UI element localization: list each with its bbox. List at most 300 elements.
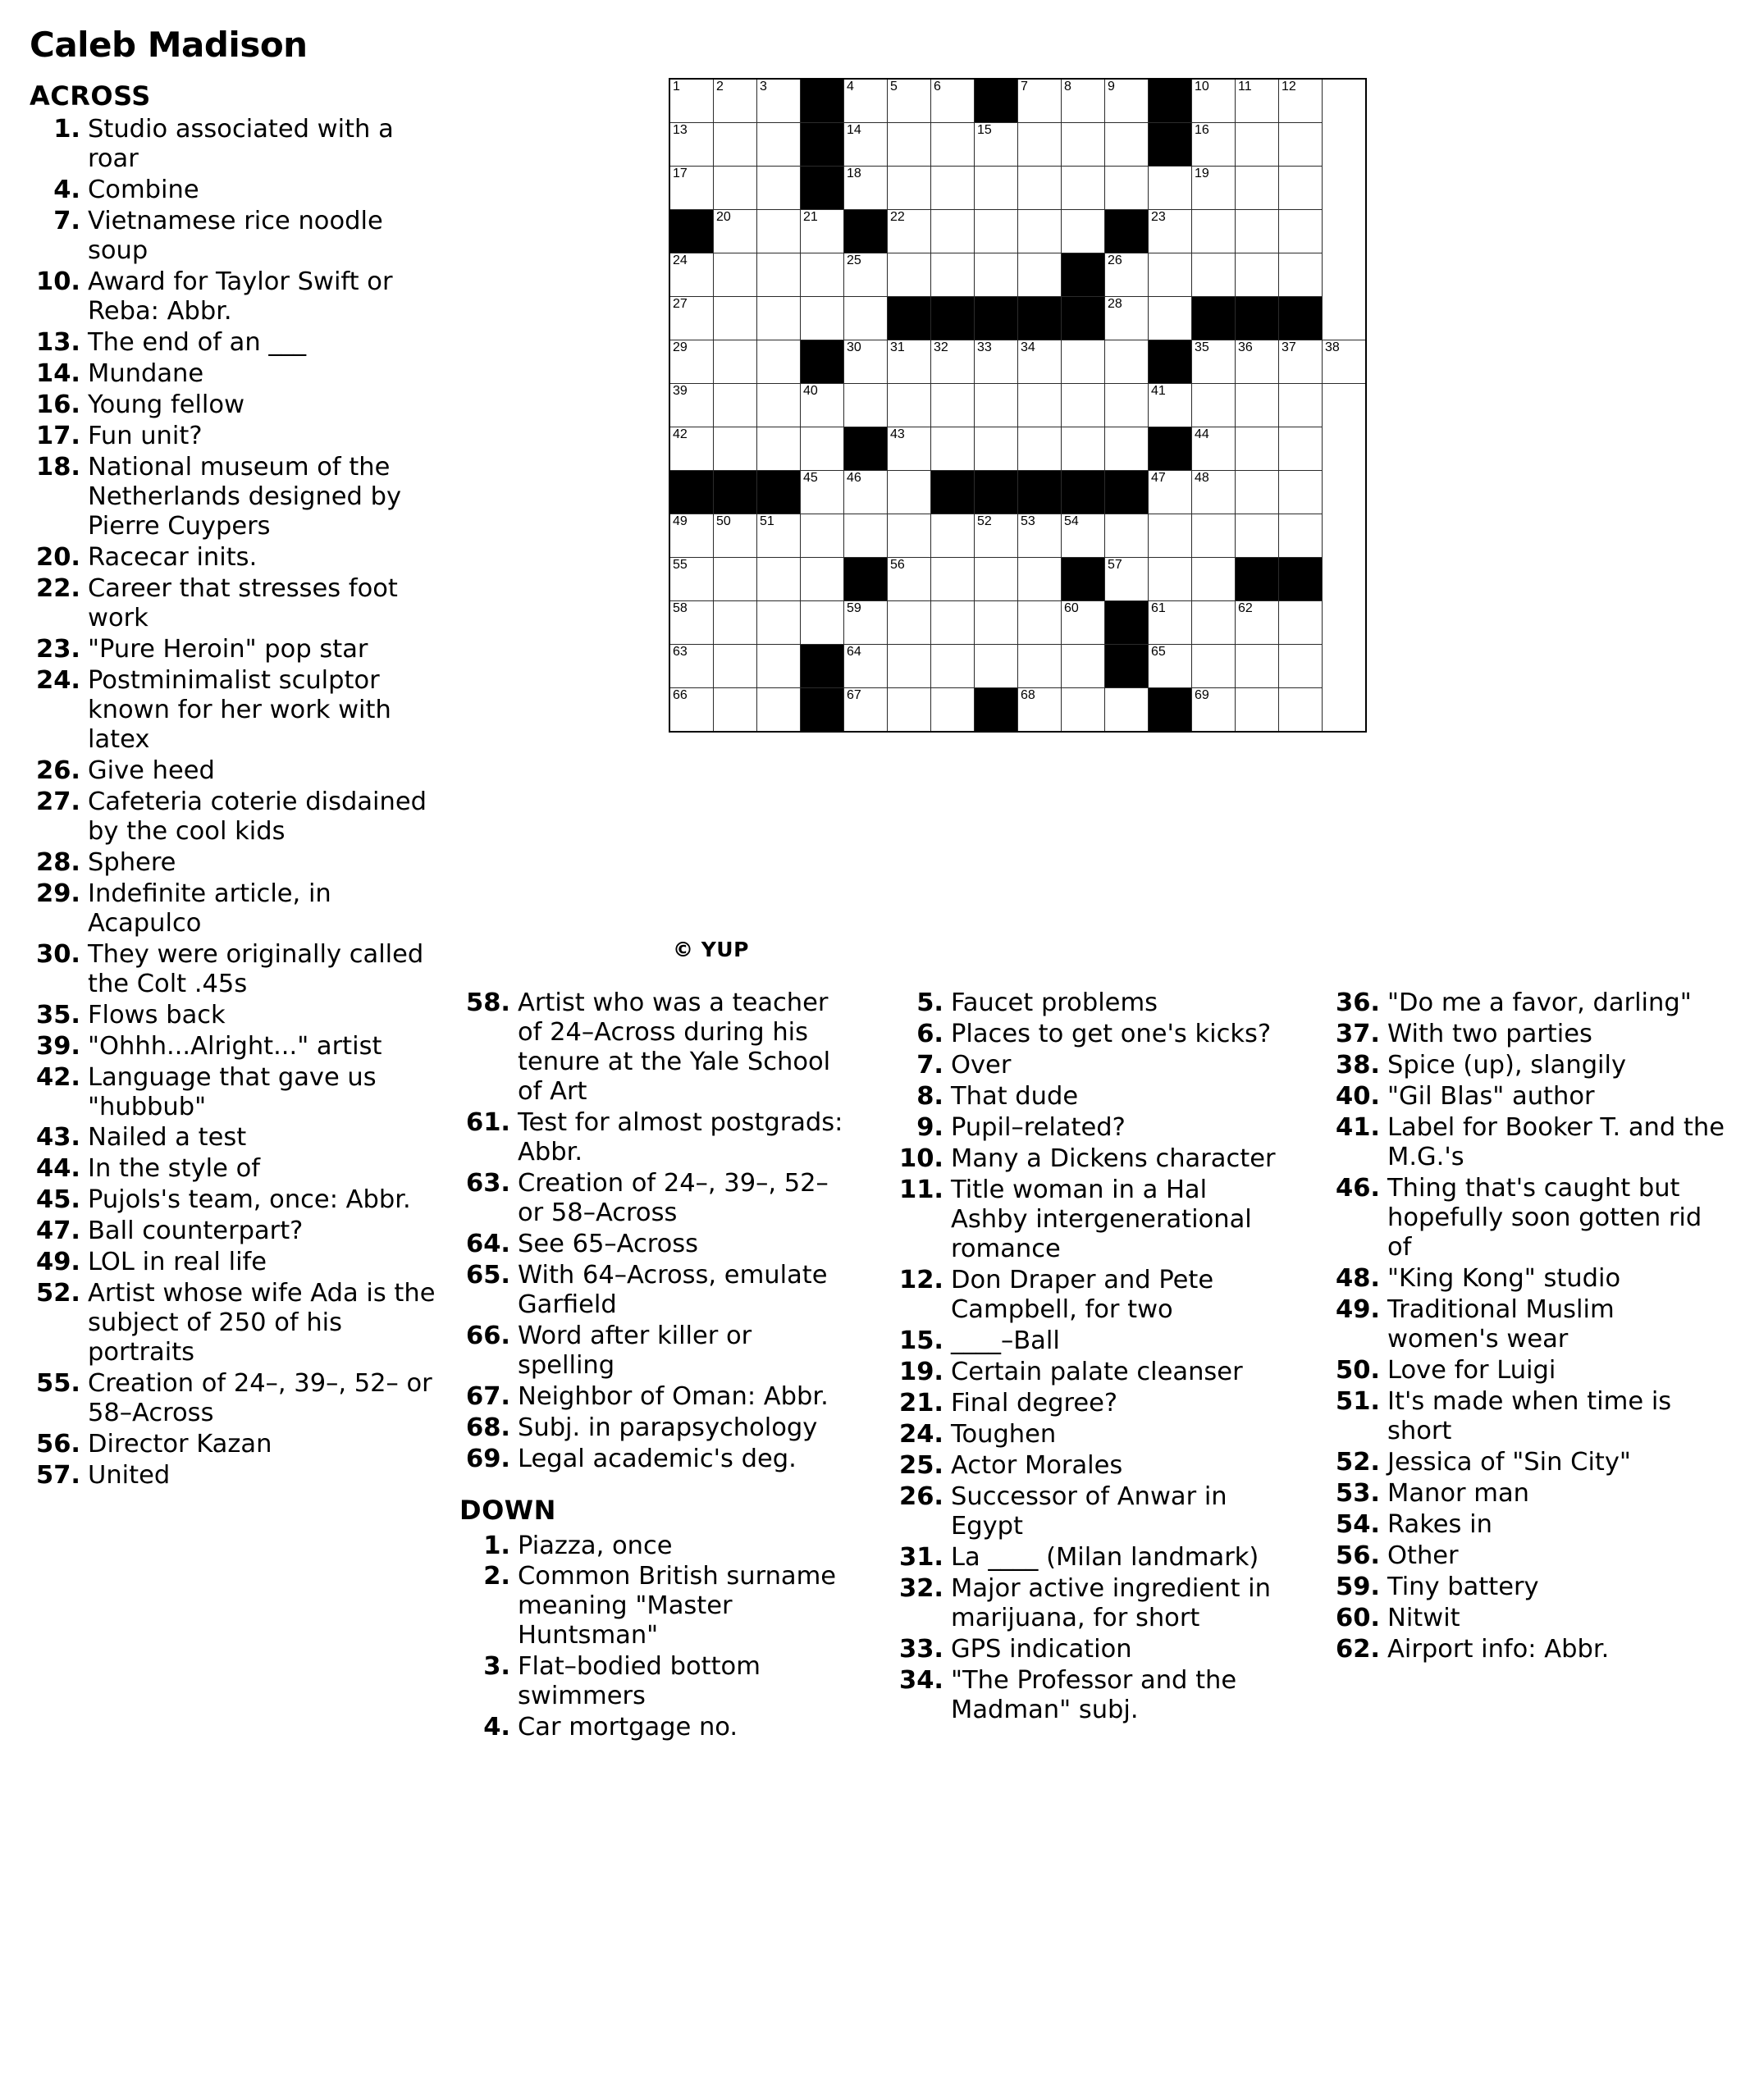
clue-item[interactable] bbox=[893, 1176, 1278, 1264]
grid-cell[interactable] bbox=[757, 688, 801, 733]
clue-item[interactable] bbox=[30, 267, 440, 326]
clue-item[interactable] bbox=[30, 422, 440, 451]
grid-cell[interactable] bbox=[757, 645, 801, 688]
grid-block bbox=[1105, 645, 1149, 688]
grid-cell[interactable] bbox=[931, 427, 975, 471]
grid-cell[interactable] bbox=[669, 167, 714, 210]
grid-cell[interactable] bbox=[1236, 471, 1279, 514]
grid-cell[interactable] bbox=[757, 79, 801, 123]
grid-cell[interactable] bbox=[975, 601, 1018, 645]
clue-item[interactable] bbox=[459, 1713, 845, 1742]
grid-cell[interactable] bbox=[1192, 471, 1236, 514]
grid-cell[interactable] bbox=[1279, 210, 1323, 253]
grid-cell[interactable] bbox=[669, 123, 714, 167]
grid-cell[interactable] bbox=[1149, 645, 1192, 688]
clue-number: 31. bbox=[898, 1542, 943, 1572]
grid-cell[interactable] bbox=[1236, 210, 1279, 253]
clue-item[interactable] bbox=[459, 1562, 845, 1650]
clue-item[interactable] bbox=[1329, 1356, 1731, 1386]
clue-item[interactable] bbox=[893, 1113, 1278, 1143]
clue-item[interactable] bbox=[1329, 1573, 1731, 1602]
grid-cell[interactable] bbox=[931, 601, 975, 645]
grid-cell[interactable] bbox=[714, 167, 757, 210]
clue-number: 42. bbox=[35, 1062, 80, 1092]
grid-cell[interactable] bbox=[669, 601, 714, 645]
grid-cell[interactable] bbox=[669, 645, 714, 688]
clue-item[interactable] bbox=[459, 1413, 845, 1443]
grid-cell[interactable] bbox=[931, 384, 975, 427]
clue-item[interactable] bbox=[459, 1261, 845, 1320]
grid-cell[interactable] bbox=[757, 558, 801, 601]
grid-cell[interactable] bbox=[1062, 645, 1105, 688]
grid-block bbox=[1105, 601, 1149, 645]
grid-cell[interactable] bbox=[1279, 688, 1323, 733]
grid-cell[interactable] bbox=[801, 297, 844, 340]
grid-cell[interactable] bbox=[888, 384, 931, 427]
grid-cell[interactable] bbox=[888, 601, 931, 645]
clue-item[interactable] bbox=[893, 988, 1278, 1018]
grid-cell[interactable] bbox=[1192, 427, 1236, 471]
grid-cell[interactable] bbox=[1279, 601, 1323, 645]
clue-text: Director Kazan bbox=[88, 1430, 272, 1459]
grid-cell[interactable] bbox=[1192, 340, 1236, 384]
clue-item[interactable] bbox=[459, 1445, 845, 1474]
grid-cell[interactable] bbox=[844, 340, 888, 384]
grid-cell[interactable] bbox=[1018, 253, 1062, 297]
clue-item[interactable] bbox=[459, 1169, 845, 1228]
grid-cell[interactable] bbox=[714, 123, 757, 167]
grid-cell[interactable] bbox=[1062, 514, 1105, 558]
grid-cell[interactable] bbox=[1062, 167, 1105, 210]
grid-cell[interactable] bbox=[975, 558, 1018, 601]
grid-cell[interactable] bbox=[757, 167, 801, 210]
grid-cell[interactable] bbox=[1149, 297, 1192, 340]
clue-item[interactable] bbox=[30, 1154, 440, 1184]
grid-cell[interactable] bbox=[1192, 210, 1236, 253]
clue-item[interactable] bbox=[1329, 1541, 1731, 1571]
grid-cell[interactable] bbox=[975, 514, 1018, 558]
grid-cell[interactable] bbox=[888, 471, 931, 514]
grid-cell[interactable] bbox=[844, 167, 888, 210]
grid-cell[interactable] bbox=[931, 645, 975, 688]
grid-block bbox=[669, 471, 714, 514]
grid-cell[interactable] bbox=[1018, 123, 1062, 167]
grid-cell[interactable] bbox=[1105, 253, 1149, 297]
grid-cell[interactable] bbox=[757, 340, 801, 384]
grid-cell[interactable] bbox=[757, 601, 801, 645]
grid-cell[interactable] bbox=[975, 167, 1018, 210]
grid-cell[interactable] bbox=[1192, 123, 1236, 167]
clue-item[interactable] bbox=[459, 1382, 845, 1412]
clue-item[interactable] bbox=[893, 1574, 1278, 1633]
grid-cell[interactable] bbox=[844, 384, 888, 427]
clue-item[interactable] bbox=[459, 988, 845, 1107]
grid-cell[interactable] bbox=[801, 514, 844, 558]
clue-item[interactable] bbox=[459, 1652, 845, 1711]
grid-cell[interactable] bbox=[1105, 297, 1149, 340]
grid-cell[interactable] bbox=[1279, 79, 1323, 123]
clue-item[interactable] bbox=[893, 1266, 1278, 1325]
grid-cell[interactable] bbox=[669, 79, 714, 123]
clue-item[interactable] bbox=[30, 1369, 440, 1428]
grid-cell[interactable] bbox=[1149, 558, 1192, 601]
grid-cell[interactable] bbox=[975, 645, 1018, 688]
clue-item[interactable] bbox=[30, 666, 440, 755]
clue-item[interactable] bbox=[30, 1063, 440, 1122]
clue-item[interactable] bbox=[30, 328, 440, 358]
clue-item[interactable] bbox=[30, 1123, 440, 1153]
grid-cell[interactable] bbox=[1279, 427, 1323, 471]
grid-cell[interactable] bbox=[1279, 167, 1323, 210]
grid-cell[interactable] bbox=[669, 688, 714, 733]
grid-cell[interactable] bbox=[888, 340, 931, 384]
grid-cell[interactable] bbox=[1018, 645, 1062, 688]
grid-block bbox=[801, 167, 844, 210]
grid-cell[interactable] bbox=[844, 601, 888, 645]
grid-cell[interactable] bbox=[931, 79, 975, 123]
grid-cell[interactable] bbox=[1105, 384, 1149, 427]
grid-cell[interactable] bbox=[1192, 688, 1236, 733]
clue-text: Nitwit bbox=[1387, 1603, 1460, 1632]
grid-cell[interactable] bbox=[1062, 384, 1105, 427]
grid-cell[interactable] bbox=[801, 210, 844, 253]
clue-item[interactable] bbox=[30, 1217, 440, 1246]
grid-cell[interactable] bbox=[1192, 558, 1236, 601]
grid-cell[interactable] bbox=[888, 123, 931, 167]
grid-table[interactable] bbox=[669, 78, 1367, 733]
grid-cell[interactable] bbox=[714, 297, 757, 340]
clue-item[interactable] bbox=[459, 1322, 845, 1381]
grid-cell[interactable] bbox=[1236, 384, 1279, 427]
grid-cell[interactable] bbox=[888, 253, 931, 297]
clue-text: "Gil Blas" author bbox=[1387, 1081, 1595, 1111]
clue-number: 49. bbox=[35, 1248, 80, 1277]
clue-item[interactable] bbox=[893, 1082, 1278, 1112]
grid-cell[interactable] bbox=[801, 601, 844, 645]
grid-cell[interactable] bbox=[757, 210, 801, 253]
grid-cell[interactable] bbox=[1236, 645, 1279, 688]
grid-cell[interactable] bbox=[1236, 253, 1279, 297]
grid-cell[interactable] bbox=[931, 167, 975, 210]
clue-item[interactable] bbox=[893, 1020, 1278, 1049]
grid-cell[interactable] bbox=[1236, 601, 1279, 645]
clue-item[interactable] bbox=[30, 879, 440, 938]
clue-item[interactable] bbox=[1329, 1479, 1731, 1509]
grid-cell[interactable] bbox=[844, 79, 888, 123]
clue-item[interactable] bbox=[1329, 1264, 1731, 1294]
grid-cell[interactable] bbox=[1236, 123, 1279, 167]
grid-cell[interactable] bbox=[1062, 79, 1105, 123]
clue-item[interactable] bbox=[1329, 1082, 1731, 1112]
grid-cell[interactable] bbox=[1018, 384, 1062, 427]
clue-text: Manor man bbox=[1387, 1478, 1529, 1508]
grid-cell-number: 38 bbox=[1325, 340, 1340, 354]
grid-cell[interactable] bbox=[1018, 688, 1062, 733]
clue-item[interactable] bbox=[30, 756, 440, 786]
grid-cell[interactable] bbox=[1192, 384, 1236, 427]
clue-text: La ____ (Milan landmark) bbox=[951, 1542, 1259, 1572]
grid-cell-number: 67 bbox=[847, 688, 861, 702]
grid-cell[interactable] bbox=[1236, 427, 1279, 471]
grid-cell[interactable] bbox=[1279, 384, 1323, 427]
grid-cell[interactable] bbox=[975, 340, 1018, 384]
grid-cell[interactable] bbox=[757, 123, 801, 167]
grid-cell[interactable] bbox=[1149, 167, 1192, 210]
grid-cell[interactable] bbox=[714, 645, 757, 688]
grid-cell[interactable] bbox=[1149, 210, 1192, 253]
grid-cell[interactable] bbox=[1018, 514, 1062, 558]
grid-cell-number: 30 bbox=[847, 340, 861, 354]
grid-cell[interactable] bbox=[1192, 79, 1236, 123]
grid-cell[interactable] bbox=[931, 514, 975, 558]
grid-cell[interactable] bbox=[1018, 167, 1062, 210]
grid-cell[interactable] bbox=[931, 123, 975, 167]
grid-cell[interactable] bbox=[801, 558, 844, 601]
grid-cell[interactable] bbox=[1105, 427, 1149, 471]
grid-cell[interactable] bbox=[888, 79, 931, 123]
grid-cell[interactable] bbox=[1062, 210, 1105, 253]
clue-item[interactable] bbox=[459, 1108, 845, 1167]
grid-row bbox=[669, 79, 1366, 123]
grid-cell[interactable] bbox=[1149, 471, 1192, 514]
grid-cell[interactable] bbox=[1236, 167, 1279, 210]
grid-cell[interactable] bbox=[714, 210, 757, 253]
grid-cell[interactable] bbox=[844, 297, 888, 340]
grid-block bbox=[1018, 471, 1062, 514]
clue-item[interactable] bbox=[1329, 1635, 1731, 1664]
grid-cell[interactable] bbox=[844, 645, 888, 688]
grid-cell-number: 20 bbox=[716, 210, 731, 224]
grid-cell[interactable] bbox=[714, 601, 757, 645]
grid-cell[interactable] bbox=[1062, 427, 1105, 471]
grid-cell[interactable] bbox=[801, 471, 844, 514]
clue-item[interactable] bbox=[30, 940, 440, 999]
grid-block bbox=[1062, 558, 1105, 601]
clue-item[interactable] bbox=[1329, 1113, 1731, 1172]
clue-item[interactable] bbox=[30, 1001, 440, 1030]
grid-cell[interactable] bbox=[1018, 79, 1062, 123]
grid-cell[interactable] bbox=[669, 253, 714, 297]
grid-cell[interactable] bbox=[714, 253, 757, 297]
clue-text: Airport info: Abbr. bbox=[1387, 1634, 1610, 1664]
clue-item[interactable] bbox=[893, 1482, 1278, 1541]
grid-cell[interactable] bbox=[1018, 558, 1062, 601]
clue-item[interactable] bbox=[893, 1144, 1278, 1174]
clue-item[interactable] bbox=[30, 359, 440, 389]
grid-cell[interactable] bbox=[888, 645, 931, 688]
grid-cell[interactable] bbox=[714, 688, 757, 733]
grid-cell[interactable] bbox=[669, 297, 714, 340]
grid-cell[interactable] bbox=[1149, 514, 1192, 558]
grid-cell[interactable] bbox=[1149, 601, 1192, 645]
grid-cell[interactable] bbox=[888, 427, 931, 471]
clue-text: Award for Taylor Swift or Reba: Abbr. bbox=[88, 267, 393, 326]
grid-block bbox=[888, 297, 931, 340]
clue-item[interactable] bbox=[1329, 1604, 1731, 1633]
clue-item[interactable] bbox=[1329, 1020, 1731, 1049]
clue-item[interactable] bbox=[893, 1051, 1278, 1080]
grid-cell[interactable] bbox=[1149, 253, 1192, 297]
grid-cell[interactable] bbox=[1279, 123, 1323, 167]
clue-item[interactable] bbox=[893, 1635, 1278, 1664]
clue-item[interactable] bbox=[1329, 1174, 1731, 1262]
clue-item[interactable] bbox=[459, 1532, 845, 1561]
grid-cell-number: 49 bbox=[673, 514, 688, 528]
grid-cell-number: 23 bbox=[1151, 210, 1166, 224]
clue-item[interactable] bbox=[30, 453, 440, 541]
grid-cell[interactable] bbox=[1192, 253, 1236, 297]
grid-cell[interactable] bbox=[1192, 514, 1236, 558]
grid-cell[interactable] bbox=[757, 297, 801, 340]
grid-cell[interactable] bbox=[931, 253, 975, 297]
clue-item[interactable] bbox=[893, 1420, 1278, 1449]
grid-cell[interactable] bbox=[1105, 79, 1149, 123]
grid-cell[interactable] bbox=[1149, 384, 1192, 427]
grid-cell[interactable] bbox=[714, 558, 757, 601]
grid-cell[interactable] bbox=[714, 79, 757, 123]
grid-cell[interactable] bbox=[1062, 601, 1105, 645]
clue-item[interactable] bbox=[1329, 988, 1731, 1018]
grid-cell[interactable] bbox=[714, 514, 757, 558]
clue-item[interactable] bbox=[1329, 1051, 1731, 1080]
grid-cell[interactable] bbox=[1279, 514, 1323, 558]
grid-cell[interactable] bbox=[1062, 340, 1105, 384]
clue-item[interactable] bbox=[30, 1461, 440, 1491]
grid-cell[interactable] bbox=[975, 123, 1018, 167]
grid-cell[interactable] bbox=[888, 514, 931, 558]
grid-cell[interactable] bbox=[669, 384, 714, 427]
grid-cell[interactable] bbox=[844, 471, 888, 514]
grid-cell[interactable] bbox=[931, 688, 975, 733]
clue-item[interactable] bbox=[30, 1032, 440, 1061]
clue-item[interactable] bbox=[30, 543, 440, 573]
grid-cell[interactable] bbox=[1105, 558, 1149, 601]
grid-cell[interactable] bbox=[801, 427, 844, 471]
grid-cell[interactable] bbox=[931, 210, 975, 253]
grid-cell[interactable] bbox=[888, 558, 931, 601]
grid-cell[interactable] bbox=[669, 340, 714, 384]
grid-cell[interactable] bbox=[757, 253, 801, 297]
grid-cell[interactable] bbox=[1279, 340, 1323, 384]
clue-item[interactable] bbox=[30, 1430, 440, 1459]
grid-cell[interactable] bbox=[757, 427, 801, 471]
clue-item[interactable] bbox=[893, 1451, 1278, 1481]
clue-item[interactable] bbox=[30, 1279, 440, 1367]
grid-cell[interactable] bbox=[1018, 427, 1062, 471]
grid-cell[interactable] bbox=[757, 514, 801, 558]
grid-cell[interactable] bbox=[801, 253, 844, 297]
grid-cell-number: 51 bbox=[760, 514, 774, 528]
grid-cell[interactable] bbox=[714, 427, 757, 471]
grid-cell[interactable] bbox=[801, 384, 844, 427]
clue-item[interactable] bbox=[1329, 1387, 1731, 1446]
grid-cell[interactable] bbox=[1236, 514, 1279, 558]
grid-cell[interactable] bbox=[1018, 340, 1062, 384]
grid-cell-number: 33 bbox=[977, 340, 992, 354]
grid-cell[interactable] bbox=[931, 340, 975, 384]
grid-cell[interactable] bbox=[931, 558, 975, 601]
clue-item[interactable] bbox=[1329, 1295, 1731, 1354]
grid-cell[interactable] bbox=[975, 253, 1018, 297]
grid-cell[interactable] bbox=[1018, 210, 1062, 253]
grid-cell[interactable] bbox=[844, 688, 888, 733]
grid-cell[interactable] bbox=[975, 427, 1018, 471]
grid-cell[interactable] bbox=[1323, 340, 1367, 384]
grid-cell[interactable] bbox=[669, 558, 714, 601]
grid-cell[interactable] bbox=[844, 123, 888, 167]
clue-number: 59. bbox=[1335, 1572, 1380, 1601]
clue-item[interactable] bbox=[30, 848, 440, 878]
clue-text: Test for almost postgrads: Abbr. bbox=[518, 1107, 843, 1166]
grid-cell[interactable] bbox=[1105, 688, 1149, 733]
grid-cell[interactable] bbox=[1062, 123, 1105, 167]
grid-cell[interactable] bbox=[1105, 123, 1149, 167]
clue-item[interactable] bbox=[1329, 1448, 1731, 1477]
grid-cell[interactable] bbox=[1105, 167, 1149, 210]
grid-cell[interactable] bbox=[1279, 645, 1323, 688]
clue-item[interactable] bbox=[30, 635, 440, 664]
clue-text: Postminimalist sculptor known for her work with latex bbox=[88, 665, 391, 754]
grid-cell[interactable] bbox=[1192, 167, 1236, 210]
grid-cell[interactable] bbox=[757, 384, 801, 427]
clue-item[interactable] bbox=[893, 1326, 1278, 1356]
clue-item[interactable] bbox=[1329, 1510, 1731, 1540]
clue-item[interactable] bbox=[30, 115, 440, 174]
grid-cell[interactable] bbox=[1105, 340, 1149, 384]
clue-item[interactable] bbox=[30, 574, 440, 633]
clue-item[interactable] bbox=[30, 176, 440, 205]
grid-cell[interactable] bbox=[975, 384, 1018, 427]
clue-item[interactable] bbox=[30, 1185, 440, 1215]
clue-number: 16. bbox=[35, 390, 80, 419]
clue-item[interactable] bbox=[30, 788, 440, 847]
grid-cell-number: 14 bbox=[847, 123, 861, 137]
grid-cell[interactable] bbox=[888, 688, 931, 733]
grid-cell[interactable] bbox=[844, 514, 888, 558]
grid-cell[interactable] bbox=[1236, 79, 1279, 123]
clue-item[interactable] bbox=[893, 1389, 1278, 1418]
clue-item[interactable] bbox=[30, 207, 440, 266]
grid-cell[interactable] bbox=[1279, 471, 1323, 514]
clue-item[interactable] bbox=[459, 1230, 845, 1259]
grid-cell[interactable] bbox=[669, 514, 714, 558]
grid-cell[interactable] bbox=[1192, 601, 1236, 645]
grid-cell[interactable] bbox=[1236, 340, 1279, 384]
clue-item[interactable] bbox=[30, 1248, 440, 1277]
grid-cell[interactable] bbox=[1105, 514, 1149, 558]
clue-item[interactable] bbox=[893, 1543, 1278, 1573]
grid-cell[interactable] bbox=[714, 384, 757, 427]
clue-item[interactable] bbox=[893, 1358, 1278, 1387]
grid-cell[interactable] bbox=[888, 210, 931, 253]
grid-cell[interactable] bbox=[669, 427, 714, 471]
clue-item[interactable] bbox=[30, 390, 440, 420]
grid-cell[interactable] bbox=[1236, 688, 1279, 733]
grid-cell[interactable] bbox=[1018, 601, 1062, 645]
grid-block bbox=[1236, 558, 1279, 601]
clue-item[interactable] bbox=[893, 1666, 1278, 1725]
grid-cell[interactable] bbox=[714, 340, 757, 384]
grid-cell[interactable] bbox=[1062, 688, 1105, 733]
grid-cell-number: 42 bbox=[673, 427, 688, 441]
grid-cell[interactable] bbox=[1279, 253, 1323, 297]
grid-block bbox=[844, 427, 888, 471]
grid-cell[interactable] bbox=[844, 253, 888, 297]
grid-cell[interactable] bbox=[888, 167, 931, 210]
grid-cell[interactable] bbox=[1192, 645, 1236, 688]
crossword-grid[interactable] bbox=[669, 78, 1367, 733]
grid-cell[interactable] bbox=[975, 210, 1018, 253]
